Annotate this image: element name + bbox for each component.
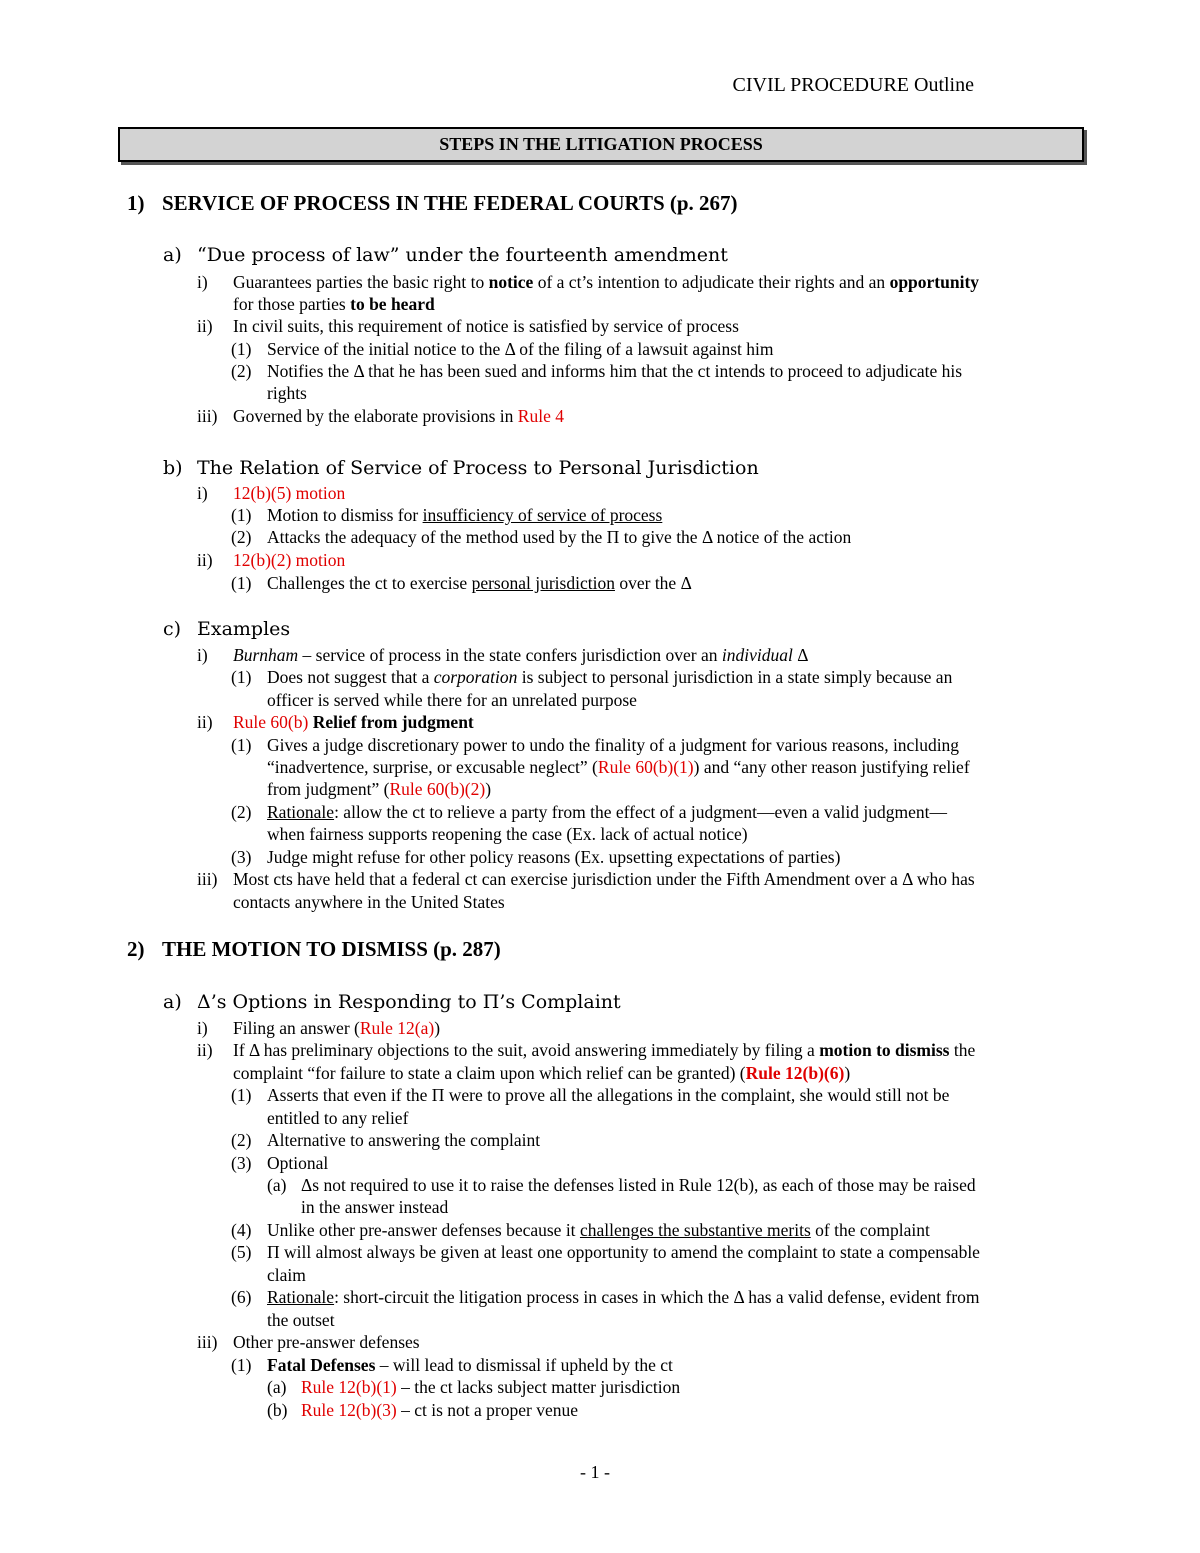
text-run: officer is served while there for an unrelated purpose [267, 690, 637, 710]
text-run: Gives a judge discretionary power to undo the finality of a judgment for various reasons, including [267, 735, 960, 755]
text-run: “inadvertence, surprise, or excusable neglect” ( [267, 757, 598, 777]
text-run: Filing an answer ( [233, 1018, 360, 1038]
outline-line [267, 801, 947, 823]
outline-marker: iii) [197, 1332, 218, 1352]
outline-line [267, 689, 637, 711]
outline-line [267, 1129, 540, 1151]
outline-line [267, 778, 491, 800]
text-run: Rule 4 [517, 406, 564, 426]
text-run: individual [721, 645, 793, 665]
outline-line [267, 1219, 930, 1241]
text-run: Motion to dismiss for [267, 505, 423, 525]
outline-line [267, 338, 773, 360]
text-run: rights [267, 383, 307, 403]
text-run: Optional [267, 1153, 329, 1173]
text-run: Δs not required to use it to raise the defenses listed in Rule 12(b), as each of those may be raised [301, 1175, 976, 1195]
outline-line [301, 1196, 448, 1218]
outline-line [233, 315, 739, 337]
text-run: Challenges the ct to exercise [267, 573, 472, 593]
text-run: The Relation of Service of Process to Personal Jurisdiction [197, 457, 759, 479]
outline-line [301, 1174, 976, 1196]
text-run: entitled to any relief [267, 1108, 409, 1128]
text-run: when fairness supports reopening the case (Ex. lack of actual notice) [267, 824, 748, 844]
outline-marker: i) [197, 645, 208, 665]
text-run: Δ’s Options in Responding to Π’s Complaint [197, 991, 621, 1013]
outline-line [267, 526, 851, 548]
text-run: THE MOTION TO DISMISS (p. 287) [162, 937, 501, 961]
outline-line [197, 618, 290, 640]
text-run: Notifies the Δ that he has been sued and informs him that the ct intends to proceed to adjudicate his [267, 361, 963, 381]
text-run: motion to dismiss [819, 1040, 950, 1060]
outline-marker: (b) [267, 1400, 288, 1420]
outline-line [267, 823, 748, 845]
text-run: ) and “any other reason justifying relief [693, 757, 970, 777]
outline-marker: (1) [231, 339, 252, 359]
text-run: Rule 12(b)(6) [745, 1063, 845, 1083]
outline-marker: (5) [231, 1242, 252, 1262]
outline-marker: a) [163, 991, 182, 1013]
outline-line [197, 244, 728, 266]
outline-line [267, 1084, 949, 1106]
text-run: SERVICE OF PROCESS IN THE FEDERAL COURTS (p. 267) [162, 191, 738, 215]
text-run: : allow the ct to relieve a party from the effect of a judgment—even a valid judgment— [334, 802, 947, 822]
outline-marker: b) [163, 457, 183, 479]
outline-marker: (3) [231, 1153, 252, 1173]
text-run: contacts anywhere in the United States [233, 892, 505, 912]
text-run: Examples [197, 618, 291, 640]
outline-line [233, 644, 809, 666]
text-run: Most cts have held that a federal ct can exercise jurisdiction under the Fifth Amendment over a Δ who has [233, 869, 975, 889]
text-run: is subject to personal jurisdiction in a state simply because an [517, 667, 953, 687]
outline-line [197, 457, 759, 479]
outline-line [233, 891, 505, 913]
outline-line [233, 549, 345, 571]
outline-line [301, 1376, 680, 1398]
outline-marker: c) [163, 618, 182, 640]
outline-line [267, 382, 307, 404]
outline-marker: a) [163, 244, 182, 266]
page-number: - 1 - [580, 1462, 610, 1482]
outline-line [267, 1241, 980, 1263]
text-run: Other pre-answer defenses [233, 1332, 420, 1352]
text-run: to be heard [350, 294, 435, 314]
outline-line [267, 360, 962, 382]
text-run: opportunity [889, 272, 980, 292]
text-run: – will lead to dismissal if upheld by the ct [375, 1355, 673, 1375]
text-run: ) [434, 1018, 441, 1038]
text-run: – service of process in the state confers jurisdiction over an [298, 645, 722, 665]
text-run: Judge might refuse for other policy reasons (Ex. upsetting expectations of parties) [267, 847, 841, 867]
text-run: corporation [433, 667, 518, 687]
outline-line [267, 1286, 980, 1308]
outline-line [233, 293, 435, 315]
outline-line [233, 1017, 440, 1039]
outline-line [162, 191, 738, 216]
text-run: If Δ has preliminary objections to the suit, avoid answering immediately by filing a [233, 1040, 820, 1060]
outline-line [301, 1399, 578, 1421]
outline-marker: (1) [231, 735, 252, 755]
text-run: the [949, 1040, 976, 1060]
section-banner: STEPS IN THE LITIGATION PROCESS [118, 127, 1084, 162]
outline-marker: (a) [267, 1175, 287, 1195]
text-run: Δ [792, 645, 809, 665]
outline-line [267, 1354, 673, 1376]
text-run: Unlike other pre-answer defenses because it [267, 1220, 580, 1240]
text-run: in the answer instead [301, 1197, 449, 1217]
text-run: ) [485, 779, 492, 799]
outline-marker: (1) [231, 573, 252, 593]
text-run: the outset [267, 1310, 335, 1330]
text-run: complaint “for failure to state a claim upon which relief can be granted) ( [233, 1063, 746, 1083]
outline-marker: (1) [231, 1355, 252, 1375]
text-run: Rationale [267, 1287, 335, 1307]
text-run: claim [267, 1265, 306, 1285]
text-run: Rule 60(b) [233, 712, 309, 732]
text-run: notice [488, 272, 534, 292]
outline-marker: 2) [127, 937, 145, 961]
text-run: Rule 60(b)(2) [389, 779, 486, 799]
text-run: over the Δ [614, 573, 692, 593]
text-run: In civil suits, this requirement of notice is satisfied by service of process [233, 316, 739, 336]
text-run: Fatal Defenses [267, 1355, 376, 1375]
text-run: personal jurisdiction [471, 573, 615, 593]
outline-marker: ii) [197, 550, 213, 570]
outline-line [162, 937, 501, 962]
text-run: Relief from judgment [312, 712, 474, 732]
outline-line [267, 756, 970, 778]
outline-line [233, 271, 979, 293]
outline-marker: i) [197, 483, 208, 503]
outline-line [233, 1039, 975, 1061]
text-run: ) [844, 1063, 851, 1083]
text-run: Does not suggest that a [267, 667, 434, 687]
outline-marker: (1) [231, 667, 252, 687]
text-run: of the complaint [810, 1220, 930, 1240]
outline-marker: (3) [231, 847, 252, 867]
text-run: for those parties [233, 294, 351, 314]
outline-marker: (a) [267, 1377, 287, 1397]
text-run: Rule 60(b)(1) [597, 757, 694, 777]
outline-marker: iii) [197, 869, 218, 889]
text-run: Rule 12(b)(3) [301, 1400, 397, 1420]
outline-marker: (2) [231, 527, 252, 547]
text-run: of a ct’s intention to adjudicate their rights and an [533, 272, 890, 292]
text-run: Service of the initial notice to the Δ of the filing of a lawsuit against him [267, 339, 774, 359]
outline-marker: (4) [231, 1220, 252, 1240]
text-run: Asserts that even if the Π were to prove all the allegations in the complaint, she would still not be [267, 1085, 950, 1105]
text-run: from judgment” ( [267, 779, 390, 799]
outline-line [233, 711, 474, 733]
outline-marker: ii) [197, 712, 213, 732]
text-run: Attacks the adequacy of the method used by the Π to give the Δ notice of the action [267, 527, 852, 547]
text-run: Rule 12(a) [359, 1018, 435, 1038]
text-run: 12(b)(5) motion [233, 483, 346, 503]
outline-line [233, 1331, 420, 1353]
outline-line [267, 846, 840, 868]
outline-line [267, 572, 692, 594]
outline-marker: (1) [231, 1085, 252, 1105]
text-run: – the ct lacks subject matter jurisdiction [396, 1377, 681, 1397]
text-run: Π will almost always be given at least one opportunity to amend the complaint to state a compensable [267, 1242, 980, 1262]
outline-marker: i) [197, 272, 208, 292]
text-run: Rationale [267, 802, 335, 822]
outline-line [197, 991, 621, 1013]
outline-line [267, 1107, 408, 1129]
text-run: 12(b)(2) motion [233, 550, 346, 570]
text-run: Alternative to answering the complaint [267, 1130, 541, 1150]
text-run: Rule 12(b)(1) [301, 1377, 397, 1397]
outline-marker: 1) [127, 191, 145, 215]
text-run: : short-circuit the litigation process in cases in which the Δ has a valid defense, evident from [334, 1287, 980, 1307]
text-run: Burnham [233, 645, 299, 665]
outline-line [267, 1264, 306, 1286]
outline-line [233, 1062, 850, 1084]
text-run: insufficiency of service of process [422, 505, 663, 525]
outline-marker: ii) [197, 316, 213, 336]
outline-line [233, 868, 975, 890]
outline-marker: ii) [197, 1040, 213, 1060]
outline-marker: i) [197, 1018, 208, 1038]
text-run: Guarantees parties the basic right to [233, 272, 489, 292]
outline-marker: (2) [231, 802, 252, 822]
outline-marker: iii) [197, 406, 218, 426]
outline-line [267, 1309, 335, 1331]
outline-line [267, 504, 662, 526]
text-run: – ct is not a proper venue [396, 1400, 579, 1420]
page-header-title: CIVIL PROCEDURE Outline [732, 74, 974, 96]
outline-line [267, 666, 952, 688]
outline-line [233, 482, 345, 504]
text-run: Governed by the elaborate provisions in [233, 406, 518, 426]
text-run: “Due process of law” under the fourteenth amendment [197, 244, 728, 266]
text-run: challenges the substantive merits [579, 1220, 811, 1240]
outline-marker: (1) [231, 505, 252, 525]
outline-line [267, 734, 959, 756]
outline-line [233, 405, 564, 427]
outline-marker: (6) [231, 1287, 252, 1307]
outline-marker: (2) [231, 1130, 252, 1150]
outline-line [267, 1152, 328, 1174]
outline-marker: (2) [231, 361, 252, 381]
